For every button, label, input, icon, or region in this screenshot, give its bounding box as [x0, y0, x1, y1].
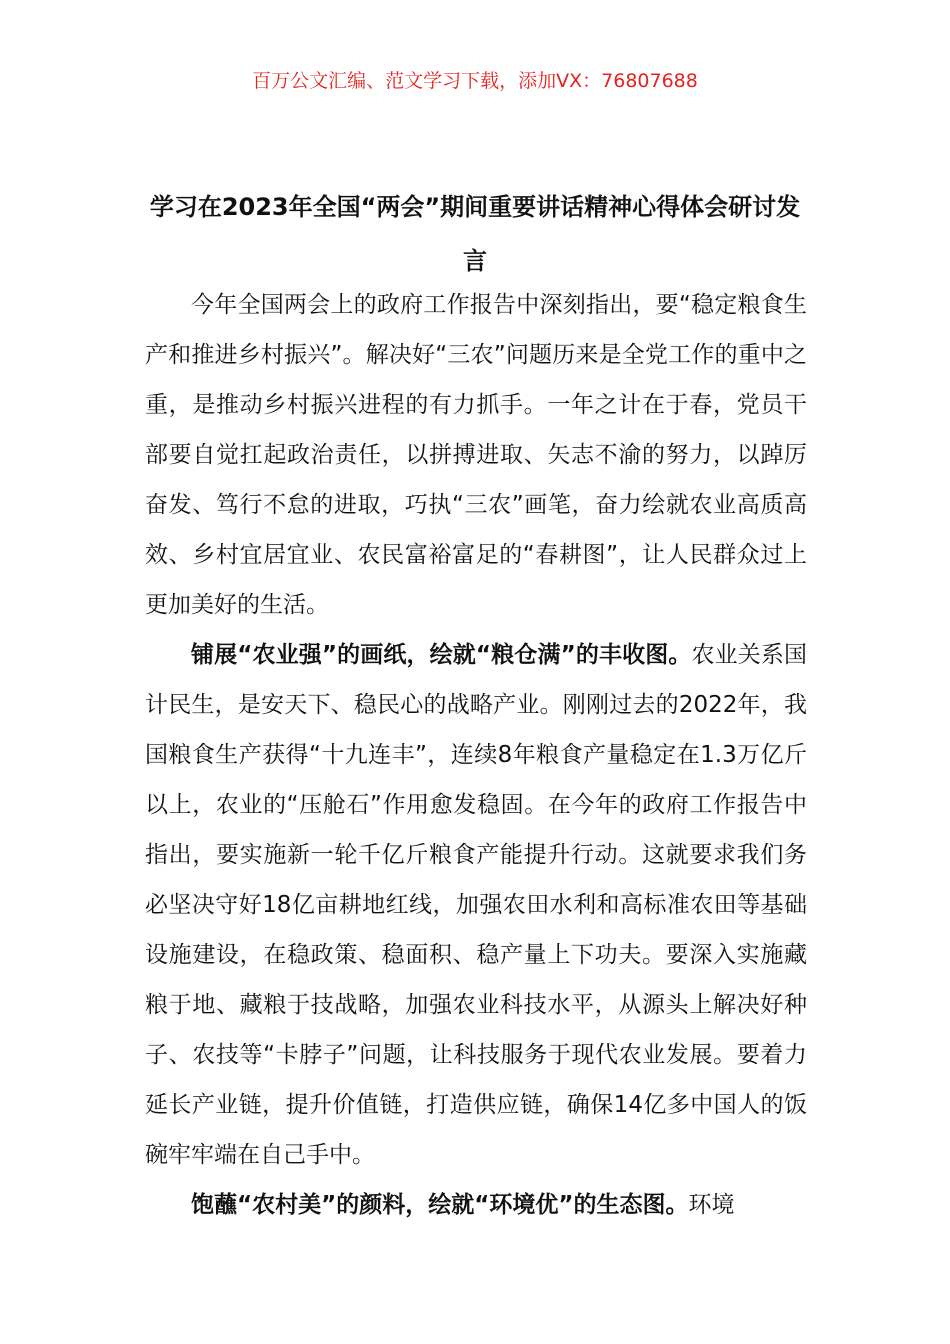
paragraph-agriculture-heading: 铺展“农业强”的画纸，绘就“粮仓满”的丰收图。	[191, 642, 692, 668]
paragraph-intro	[145, 280, 807, 630]
paragraph-rural-environment	[145, 1180, 807, 1230]
paragraph-agriculture-text: 农业关系国计民生，是安天下、稳民心的战略产业。刚刚过去的2022年，我国粮食生产获得“十九连丰”，连续8年粮食产量稳定在1.3万亿斤以上，农业的“压舱石”作用愈发稳固。在今年的政府工作报告中指出，要实施新一轮千亿斤粮食产能提升行动。这就要求我们务必坚决守好18亿亩耕地红线，加强农田水利和高标准农田等基础设施建设，在稳政策、稳面积、稳产量上下功夫。要深入实施藏粮于地、藏粮于技战略，加强农业科技水平，从源头上解决好种子、农技等“卡脖子”问题，让科技服务于现代农业发展。要着力延长产业链，提升价值链，打造供应链，确保14亿多中国人的饭碗牢牢端在自己手中。	[145, 642, 808, 1168]
header-watermark-note: 百万公文汇编、范文学习下载，添加VX：76807688	[252, 70, 698, 92]
document-title: 学习在2023年全国“两会”期间重要讲话精神心得体会研讨发言	[149, 193, 801, 275]
document-body	[145, 280, 807, 1230]
paragraph-agriculture	[145, 630, 807, 1180]
paragraph-rural-environment-heading: 饱蘸“农村美”的颜料，绘就“环境优”的生态图。	[191, 1192, 689, 1218]
paragraph-rural-environment-text: 环境	[688, 1192, 735, 1218]
paragraph-intro-text: 今年全国两会上的政府工作报告中深刻指出，要“稳定粮食生产和推进乡村振兴”。解决好“三农”问题历来是全党工作的重中之重，是推动乡村振兴进程的有力抓手。一年之计在于春，党员干部要自觉扛起政治责任，以拼搏进取、矢志不渝的努力，以踔厉奋发、笃行不怠的进取，巧执“三农”画笔，奋力绘就农业高质高效、乡村宜居宜业、农民富裕富足的“春耕图”，让人民群众过上更加美好的生活。	[145, 292, 807, 618]
